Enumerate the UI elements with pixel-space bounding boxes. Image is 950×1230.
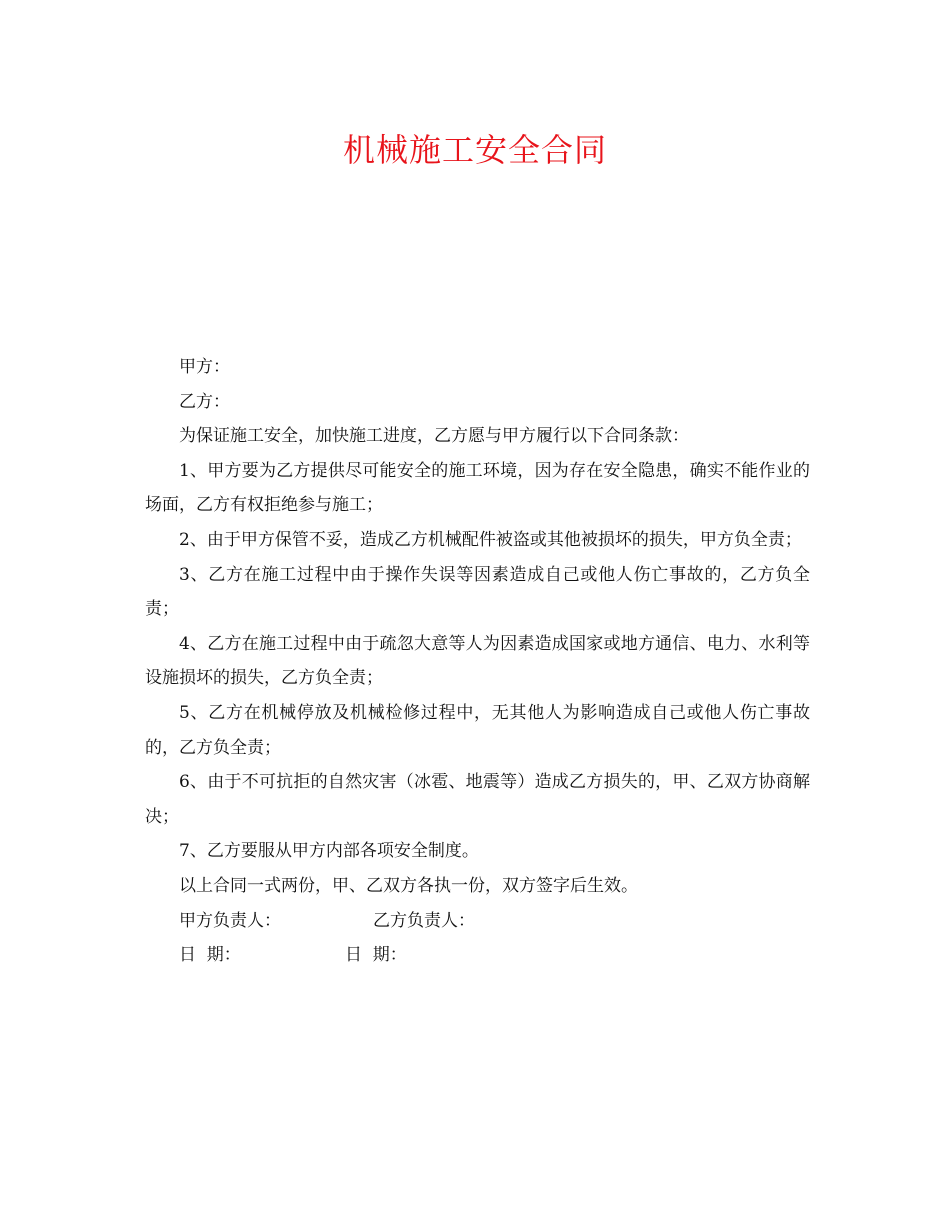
party-b-line: 乙方： xyxy=(179,391,230,412)
clause-2: 2、由于甲方保管不妥，造成乙方机械配件被盗或其他被损坏的损失，甲方负全责； xyxy=(179,529,802,550)
clause-7: 7、乙方要服从甲方内部各项安全制度。 xyxy=(179,841,479,862)
party-b-rep-label: 乙方负责人： xyxy=(373,910,475,931)
date-row xyxy=(145,938,810,973)
clause-5: 5、乙方在机械停放及机械检修过程中，无其他人为影响造成自己或他人伤亡事故的，乙方负全责； xyxy=(145,702,810,758)
clause-1: 1、甲方要为乙方提供尽可能安全的施工环境，因为存在安全隐患，确实不能作业的场面，乙方有权拒绝参与施工； xyxy=(145,460,810,516)
date-b-label: 日 期： xyxy=(345,945,407,966)
party-a-line: 甲方： xyxy=(179,357,230,377)
signature-row xyxy=(145,904,810,939)
party-a-rep-label: 甲方负责人： xyxy=(179,910,281,931)
clause-6: 6、由于不可抗拒的自然灾害（冰雹、地震等）造成乙方损失的，甲、乙双方协商解决； xyxy=(145,772,810,827)
clause-4: 4、乙方在施工过程中由于疏忽大意等人为因素造成国家或地方通信、电力、水利等设施损坏的损失，乙方负全责； xyxy=(145,633,810,689)
intro-paragraph: 为保证施工安全，加快施工进度，乙方愿与甲方履行以下合同条款： xyxy=(179,426,689,447)
clause-3: 3、乙方在施工过程中由于操作失误等因素造成自己或他人伤亡事故的，乙方负全责； xyxy=(145,564,810,620)
closing-paragraph: 以上合同一式两份，甲、乙双方各执一份，双方签字后生效。 xyxy=(179,875,638,896)
document-body xyxy=(145,350,810,973)
document-title: 机械施工安全合同 xyxy=(342,131,607,169)
date-a-label: 日 期： xyxy=(179,945,241,966)
